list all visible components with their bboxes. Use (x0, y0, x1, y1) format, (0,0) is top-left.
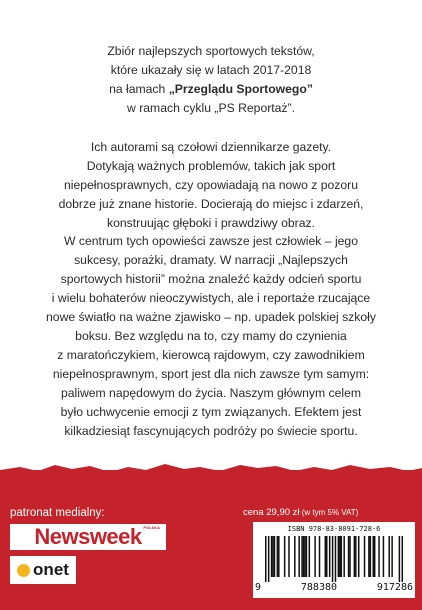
blurb-line (40, 327, 382, 346)
barcode-bar (338, 536, 340, 577)
barcode-bar (272, 536, 274, 577)
blurb-line (40, 422, 382, 441)
barcode-bar (309, 536, 311, 577)
barcode-bar (374, 536, 376, 577)
torn-paper-edge (0, 455, 422, 495)
barcode-bar (402, 536, 403, 582)
barcode-bar (343, 536, 345, 577)
blurb-bold-text: „Przeglądu Sportowego” (168, 82, 313, 96)
blurb-text: sportowych historii” można znaleźć każdy odcień sportu (60, 272, 362, 286)
onet-logo (10, 556, 76, 584)
blurb-paragraph-1 (40, 42, 382, 118)
barcode-bar (339, 536, 341, 577)
barcode-bar (277, 536, 279, 577)
barcode-bar (368, 536, 370, 577)
barcode-bar (383, 536, 385, 577)
blurb-line (40, 346, 382, 365)
blurb-line (40, 232, 382, 251)
blurb-text: niepełnosprawnych, czy opowiadają na nowo z pozoru (63, 178, 359, 192)
newsweek-logo-sub: POLSKA (143, 525, 160, 530)
onet-dot-icon (17, 564, 30, 577)
blurb-text: Zbiór najlepszych sportowych tekstów, (107, 44, 315, 58)
barcode-bar (358, 536, 360, 577)
barcode-bar (294, 536, 296, 577)
barcode-bar (274, 536, 276, 577)
blurb-line (40, 195, 382, 214)
blurb-line (40, 289, 382, 308)
barcode-bar (341, 536, 343, 577)
barcode-bar (372, 536, 374, 577)
blurb-text: Dotykają ważnych problemów, takich jak sport (86, 159, 336, 173)
blurb-text: konstruując głęboki i prawdziwy obraz. (107, 216, 315, 230)
isbn-text: ISBN 978-83-8091-728-6 (287, 525, 381, 533)
barcode-bar (303, 536, 305, 577)
blurb-line (40, 365, 382, 384)
barcode-bar (325, 536, 327, 577)
ean-digits-left: 788380 (300, 582, 338, 593)
barcode-bar (319, 536, 321, 577)
barcode-icon (265, 536, 403, 582)
media-patronage-label: patronat medialny: (10, 507, 105, 519)
price-main: cena 29,90 zł (243, 507, 300, 518)
blurb-text: i wielu bohaterów nieoczywistych, ale i reportaże rzucające (51, 291, 371, 305)
price-vat: (w tym 5% VAT) (299, 508, 359, 517)
barcode-bar (332, 536, 334, 582)
blurb-line (40, 214, 382, 233)
barcode-bar (399, 536, 401, 582)
barcode-bar (284, 536, 286, 577)
barcode-bar (329, 536, 331, 577)
blurb-line (40, 80, 382, 99)
barcode-panel (253, 522, 415, 598)
barcode-bar (301, 536, 303, 577)
blurb-line (40, 308, 382, 327)
barcode-bar (355, 536, 357, 577)
barcode-bar (304, 536, 306, 577)
blurb-paragraph-3 (40, 232, 382, 441)
barcode-bar (391, 536, 393, 577)
blurb-text: nowe światło na ważne zjawisko – np. upadek polskiej szkoły (46, 310, 376, 324)
blurb-line (40, 251, 382, 270)
blurb-line (40, 270, 382, 289)
barcode-bar (314, 536, 316, 577)
blurb-text: w ramach cyklu „PS Reportaż”. (127, 101, 295, 115)
barcode-bar (370, 536, 372, 577)
barcode-bar (349, 536, 351, 577)
blurb-paragraph-2 (40, 138, 382, 233)
blurb-line (40, 138, 382, 157)
barcode-bar (271, 536, 273, 577)
blurb-line (40, 42, 382, 61)
blurb-text: dobrze już znane historie. Docierają do miejsc i zdarzeń, (58, 197, 364, 211)
barcode-bar (268, 536, 270, 582)
blurb-text: z maratończykiem, kierowcą rajdowym, czy zawodnikiem (57, 348, 365, 362)
barcode-bar (306, 536, 308, 577)
barcode-bar (364, 536, 366, 577)
blurb-line (40, 176, 382, 195)
blurb-line (40, 61, 382, 80)
onet-logo-text: onet (33, 560, 69, 579)
blurb-text: które ukazały się w latach 2017-2018 (110, 63, 312, 77)
barcode-bar (326, 536, 328, 577)
blurb-text: niepełnosprawnym, sport jest dla nich zawsze tym samym: (52, 367, 370, 381)
newsweek-logo (10, 524, 166, 550)
blurb-text: W centrum tych opowieści zawsze jest człowiek – jego (64, 234, 358, 248)
price-label (243, 507, 358, 518)
barcode-bar (348, 536, 350, 577)
blurb-line (40, 157, 382, 176)
barcode-bar (298, 536, 300, 577)
blurb-text: kilkadziesiąt fascynujących podróży po świecie sportu. (64, 424, 358, 438)
ean-digits-right: 917286 (376, 582, 413, 593)
newsweek-logo-text: Newsweek (34, 524, 142, 549)
barcode-bar (378, 536, 380, 577)
blurb-text: na łamach (109, 82, 169, 96)
blurb-text: Ich autorami są czołowi dziennikarze gazety. (90, 140, 332, 154)
barcode-bar (278, 536, 280, 577)
blurb-line (40, 403, 382, 422)
blurb-text: boksu. Bez względu na to, czy mamy do czynienia (75, 329, 347, 343)
barcode-bar (335, 536, 337, 582)
barcode-bar (265, 536, 267, 582)
blurb-text: było uchwycenie emocji z tym związanych. Efektem jest (60, 405, 362, 419)
ean-digits (255, 582, 413, 593)
blurb-line (40, 99, 382, 118)
barcode-bar (388, 536, 390, 577)
ean-digit-first: 9 (255, 582, 262, 593)
barcode-bar (354, 536, 356, 577)
blurb-line (40, 384, 382, 403)
blurb-text: sukcesy, porażki, dramaty. W narracji „Najlepszych (74, 253, 348, 267)
barcode-bar (288, 536, 290, 577)
blurb-text: paliwem napędowym do życia. Naszym głównym celem (60, 386, 362, 400)
